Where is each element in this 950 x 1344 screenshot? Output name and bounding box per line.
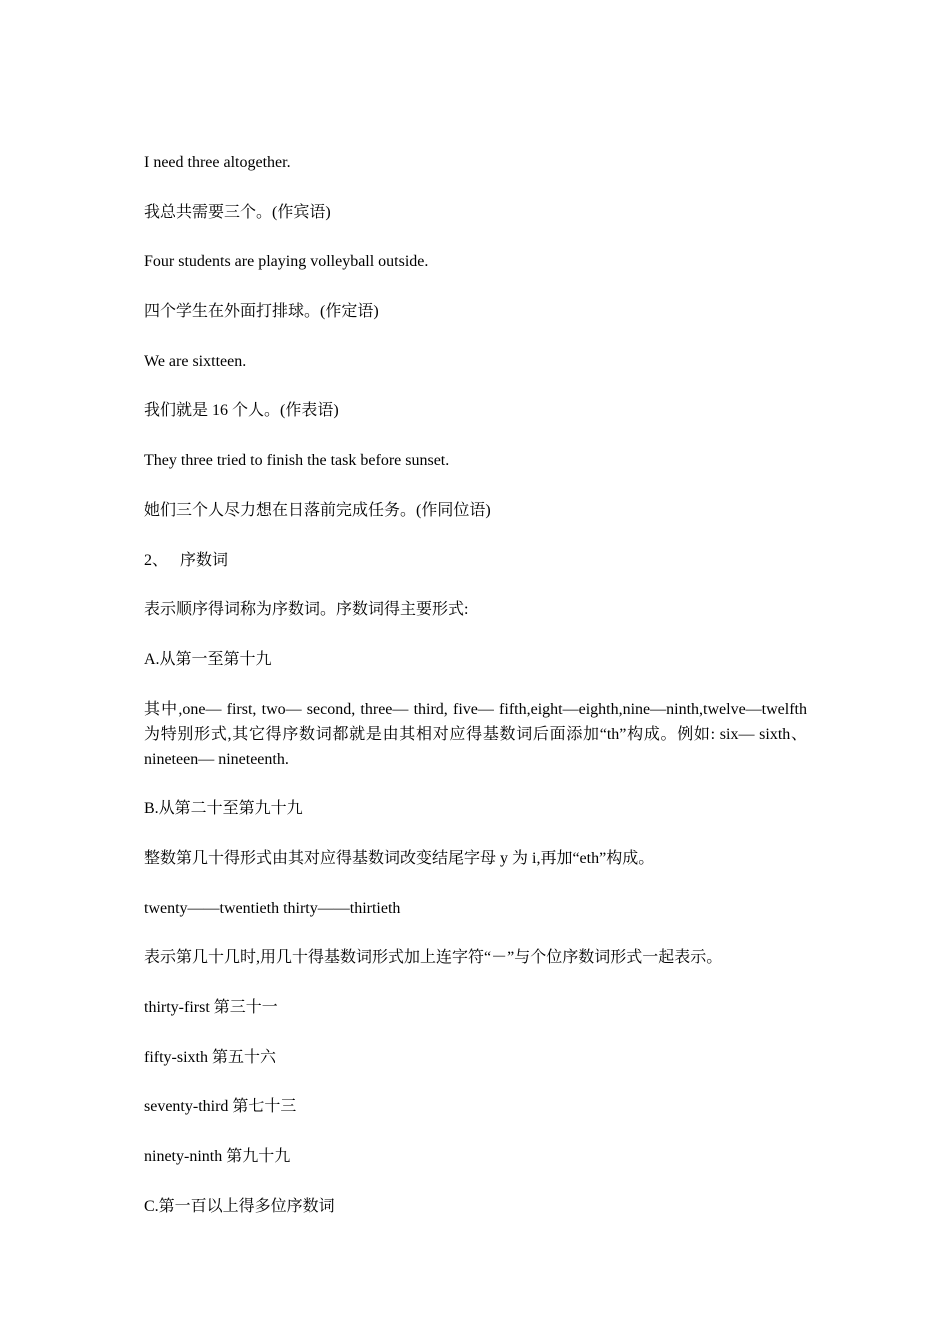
- example-ninety-ninth: ninety-ninth 第九十九: [144, 1148, 291, 1166]
- paragraph-example-4-en: They three tried to finish the task before sunset.: [144, 452, 450, 470]
- document-page: [144, 150, 807, 1243]
- paragraph-example-3-en: We are sixtteen.: [144, 352, 247, 370]
- paragraph-tens-rule: 整数第几十得形式由其对应得基数词改变结尾字母 y 为 i,再加“eth”构成。: [144, 849, 655, 867]
- paragraph-ordinal-intro: 表示顺序得词称为序数词。序数词得主要形式:: [144, 601, 469, 619]
- subheading-b: B.从第二十至第九十九: [144, 800, 303, 818]
- paragraph-example-1-en: I need three altogether.: [144, 154, 291, 171]
- paragraph-example-4-zh: 她们三个人尽力想在日落前完成任务。(作同位语): [144, 501, 491, 519]
- paragraph-example-1-zh: 我总共需要三个。(作宾语): [144, 203, 331, 221]
- paragraph-special-forms: 其中,one— first, two— second, three— third, five— fifth,eight—eighth,nine—ninth,twelve—twelfth 为特别形式,其它得序数词都就是由其相对应得基数词后面添加“th”构成。例如: six— sixth、nineteen— nineteenth.: [144, 700, 807, 768]
- paragraph-tens-example: twenty——twentieth thirty——thirtieth: [144, 899, 401, 917]
- section-number: 2、: [144, 551, 169, 569]
- paragraph-hyphen-rule: 表示第几十几时,用几十得基数词形式加上连字符“－”与个位序数词形式一起表示。: [144, 949, 723, 967]
- paragraph-example-3-zh: 我们就是 16 个人。(作表语): [144, 402, 339, 420]
- example-thirty-first: thirty-first 第三十一: [144, 999, 278, 1016]
- example-fifty-sixth: fifty-sixth 第五十六: [144, 1048, 276, 1066]
- example-seventy-third: seventy-third 第七十三: [144, 1098, 297, 1116]
- section-title: 序数词: [180, 551, 229, 569]
- paragraph-example-2-zh: 四个学生在外面打排球。(作定语): [144, 303, 379, 321]
- subheading-c: C.第一百以上得多位序数词: [144, 1197, 335, 1215]
- section-heading: [144, 548, 807, 573]
- paragraph-example-2-en: Four students are playing volleyball outside.: [144, 253, 429, 271]
- subheading-a: A.从第一至第十九: [144, 650, 272, 668]
